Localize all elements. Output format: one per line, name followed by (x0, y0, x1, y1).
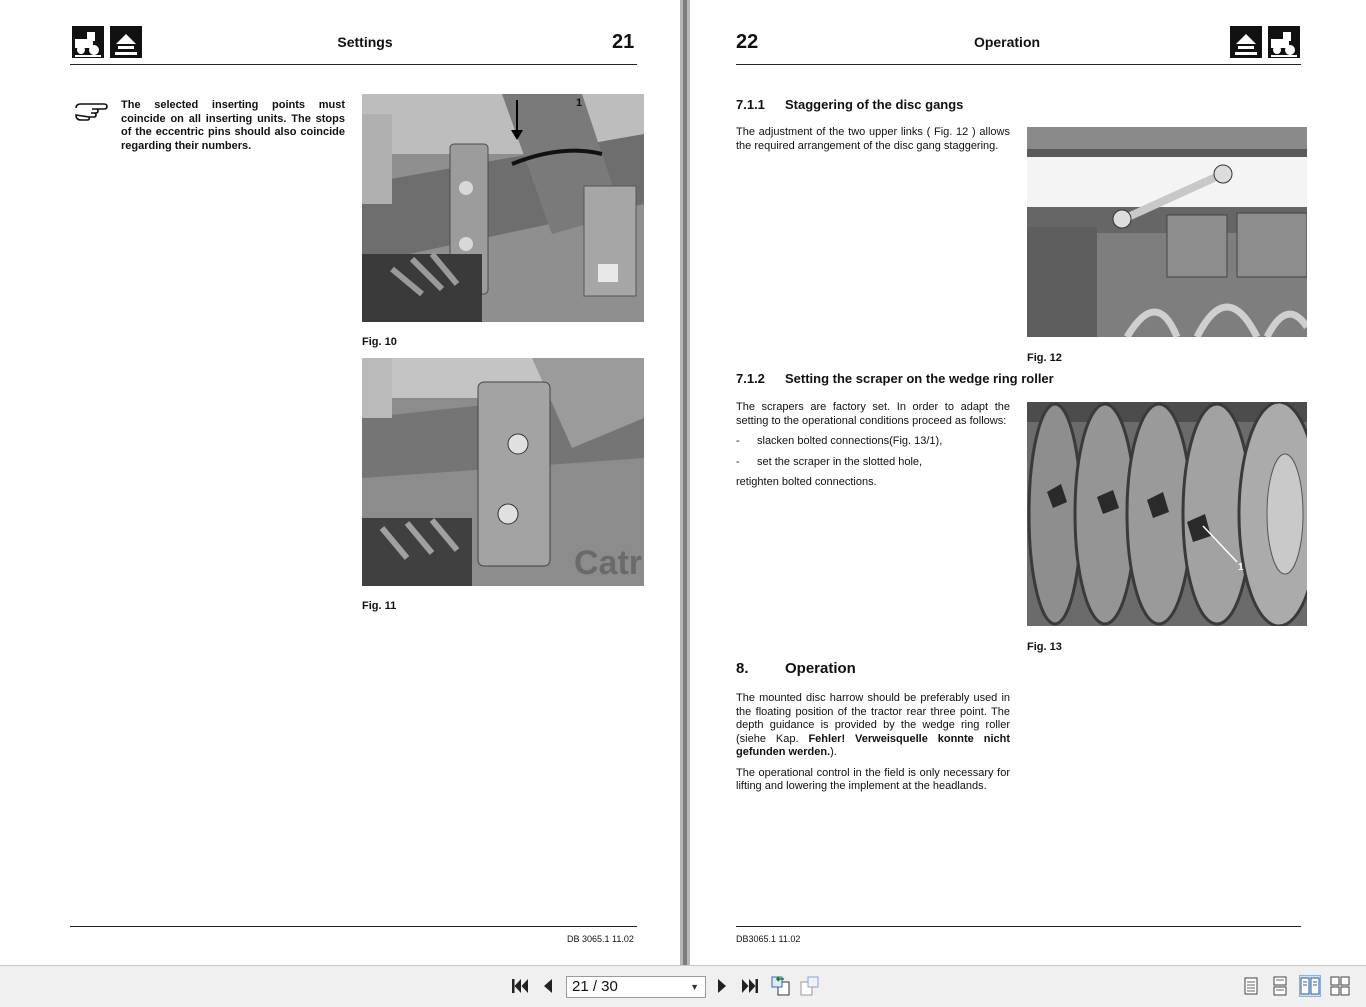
para1-start: The mounted disc harrow should be preferably used in the floating position of the tractor rear three point. The depth guidance is provided by the wedge ring roller (siehe Kap. (736, 692, 1010, 745)
figure-10-callout: 1 (576, 97, 583, 109)
svg-text:Catr: Catr (574, 544, 643, 582)
figure-11-photo (362, 358, 644, 586)
figure-12-photo (1027, 127, 1307, 337)
page-gutter (680, 0, 690, 965)
section-7-1-2-intro: The scrapers are factory set. In order to adapt the setting to the operational conditions proceed as follows: (736, 401, 1010, 427)
forward-view-icon[interactable] (798, 974, 822, 998)
page-number: 21 (612, 31, 635, 53)
figure-10-photo (362, 94, 644, 322)
page-number: 22 (736, 31, 759, 53)
header-rule (736, 64, 1301, 65)
footer-code: DB 3065.1 11.02 (567, 934, 634, 944)
section-7-1-1-title: Staggering of the disc gangs (785, 97, 964, 112)
tractor-logo (72, 26, 104, 58)
bullet-text: slacken bolted connections(Fig. 13/1), (757, 435, 943, 447)
para1-end: ). (830, 746, 837, 758)
previous-page-icon[interactable] (536, 974, 560, 998)
broken-reference: Fehler! Verweisquelle konnte nicht gefunden werden. (736, 732, 1011, 758)
section-8-title: Operation (785, 660, 856, 677)
bbg-logo (110, 26, 142, 58)
figure-10-label: Fig. 10 (362, 336, 397, 348)
section-7-1-2-body (736, 401, 1010, 497)
right-page (690, 0, 1366, 965)
bullet-mark: - (736, 435, 740, 447)
header-title: Operation (973, 34, 1041, 50)
chevron-down-icon: ▼ (690, 982, 699, 992)
section-8-paragraph-1 (736, 692, 1010, 760)
section-7-1-2-outro: retighten bolted connections. (736, 476, 877, 488)
continuous-icon[interactable] (1269, 975, 1291, 997)
viewer-toolbar (0, 965, 1366, 1007)
pointing-hand-icon (74, 98, 110, 122)
bbg-logo (1230, 26, 1262, 58)
header-title: Settings (337, 34, 393, 50)
section-7-1-1-number: 7.1.1 (736, 97, 765, 112)
figure-12-label: Fig. 12 (1027, 352, 1062, 364)
two-page-icon[interactable] (1299, 975, 1321, 997)
left-page (0, 0, 680, 965)
back-view-icon[interactable] (768, 974, 792, 998)
page-number-value: 21 / 30 (572, 978, 618, 995)
two-page-continuous-icon[interactable] (1329, 975, 1351, 997)
bullet-item (736, 435, 1010, 449)
header-rule (70, 64, 637, 65)
bullet-text: set the scraper in the slotted hole, (757, 455, 923, 468)
next-page-icon[interactable] (710, 974, 734, 998)
footer-rule (70, 926, 637, 927)
figure-11-label: Fig. 11 (362, 600, 397, 612)
section-8-body (736, 692, 1010, 801)
bullet-item (736, 456, 1010, 470)
section-8-number: 8. (736, 660, 749, 677)
footer-rule (736, 926, 1301, 927)
figure-13-label: Fig. 13 (1027, 641, 1062, 653)
section-8-paragraph-2: The operational control in the field is only necessary for lifting and lowering the implement at the headlands. (736, 766, 1010, 792)
bullet-mark: - (736, 455, 740, 468)
section-7-1-2-number: 7.1.2 (736, 371, 765, 386)
section-7-1-2-title: Setting the scraper on the wedge ring roller (785, 371, 1054, 386)
first-page-icon[interactable] (508, 974, 532, 998)
figure-13-photo (1027, 402, 1307, 626)
tractor-logo (1268, 26, 1300, 58)
page-number-select[interactable] (566, 976, 706, 998)
last-page-icon[interactable] (738, 974, 762, 998)
section-7-1-1-text: The adjustment of the two upper links ( Fig. 12 ) allows the required arrangement of the disc gang staggering. (736, 126, 1010, 152)
single-page-icon[interactable] (1240, 975, 1262, 997)
note-text: The selected inserting points must coincide on all inserting units. The stops of the eccentric pins should also coincide regarding their numbers. (121, 99, 345, 152)
footer-code: DB3065.1 11.02 (736, 934, 801, 944)
figure-13-callout: 1 (1238, 562, 1244, 573)
